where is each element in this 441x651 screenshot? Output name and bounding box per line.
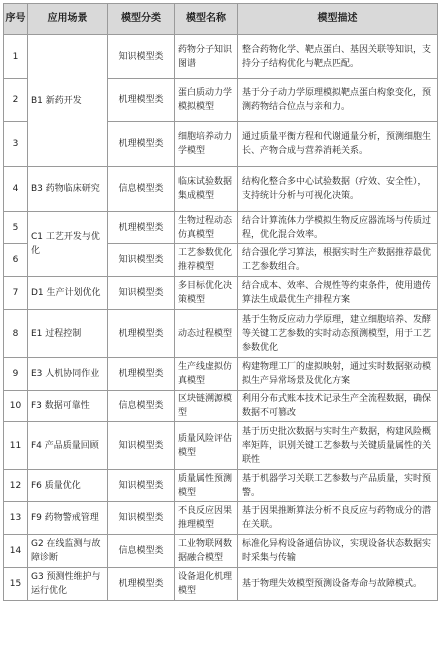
row-index: 10 [4, 391, 28, 422]
model-class-cell: 知识模型类 [108, 502, 175, 535]
row-index: 12 [4, 470, 28, 502]
table-row [4, 212, 438, 244]
table-header-row [4, 4, 438, 35]
model-description-cell: 结合计算流体力学模拟生物反应器流场与传质过程，优化混合效率。 [238, 212, 438, 244]
table-row [4, 568, 438, 601]
row-index: 14 [4, 535, 28, 568]
header-index: 序号 [4, 4, 28, 35]
header-scenario: 应用场景 [28, 4, 108, 35]
scenario-cell: G3 预测性维护与运行优化 [28, 568, 108, 601]
model-class-cell: 知识模型类 [108, 35, 175, 79]
model-name-cell: 设备退化机理模型 [175, 568, 238, 601]
model-class-cell: 机理模型类 [108, 568, 175, 601]
model-name-cell: 质量属性预测模型 [175, 470, 238, 502]
scenario-cell: F6 质量优化 [28, 470, 108, 502]
model-name-cell: 动态过程模型 [175, 310, 238, 358]
table-row [4, 358, 438, 391]
scenario-cell: B1 新药开发 [28, 35, 108, 167]
model-class-cell: 信息模型类 [108, 535, 175, 568]
model-class-cell: 信息模型类 [108, 391, 175, 422]
model-description-cell: 构建物理工厂的虚拟映射，通过实时数据驱动模拟生产异常场景及优化方案 [238, 358, 438, 391]
model-description-cell: 利用分布式账本技术记录生产全流程数据，确保数据不可篡改 [238, 391, 438, 422]
scenario-cell: G2 在线监测与故障诊断 [28, 535, 108, 568]
scenario-cell: E1 过程控制 [28, 310, 108, 358]
model-class-cell: 机理模型类 [108, 122, 175, 167]
row-index: 4 [4, 167, 28, 212]
model-class-cell: 信息模型类 [108, 167, 175, 212]
model-description-cell: 基于历史批次数据与实时生产数据，构建风险概率矩阵，识别关键工艺参数与关键质量属性的关联性 [238, 422, 438, 470]
model-class-cell: 机理模型类 [108, 310, 175, 358]
model-description-cell: 基于分子动力学原理模拟靶点蛋白构象变化，预测药物结合位点与亲和力。 [238, 79, 438, 122]
model-name-cell: 不良反应因果推理模型 [175, 502, 238, 535]
row-index: 11 [4, 422, 28, 470]
model-description-cell: 通过质量平衡方程和代谢通量分析，预测细胞生长、产物合成与营养消耗关系。 [238, 122, 438, 167]
model-name-cell: 工业物联网数据融合模型 [175, 535, 238, 568]
table-row [4, 470, 438, 502]
row-index: 2 [4, 79, 28, 122]
model-description-cell: 整合药物化学、靶点蛋白、基因关联等知识，支持分子结构优化与靶点匹配。 [238, 35, 438, 79]
model-description-cell: 结合成本、效率、合规性等约束条件，使用遗传算法生成最优生产排程方案 [238, 277, 438, 310]
model-name-cell: 多目标优化决策模型 [175, 277, 238, 310]
scenario-cell: D1 生产计划优化 [28, 277, 108, 310]
model-class-cell: 机理模型类 [108, 79, 175, 122]
model-name-cell: 细胞培养动力学模型 [175, 122, 238, 167]
model-description-cell: 基于物理失效模型预测设备寿命与故障模式。 [238, 568, 438, 601]
model-name-cell: 区块链溯源模型 [175, 391, 238, 422]
model-name-cell: 生物过程动态仿真模型 [175, 212, 238, 244]
model-class-cell: 知识模型类 [108, 470, 175, 502]
model-name-cell: 质量风险评估模型 [175, 422, 238, 470]
model-name-cell: 蛋白质动力学模拟模型 [175, 79, 238, 122]
scenario-cell: E3 人机协同作业 [28, 358, 108, 391]
model-class-cell: 知识模型类 [108, 422, 175, 470]
model-description-cell: 基于生物反应动力学原理，建立细胞培养、发酵等关键工艺参数的实时动态预测模型，用于工艺参数优化 [238, 310, 438, 358]
row-index: 9 [4, 358, 28, 391]
table-row [4, 310, 438, 358]
model-name-cell: 药物分子知识图谱 [175, 35, 238, 79]
table-row [4, 422, 438, 470]
model-name-cell: 临床试验数据集成模型 [175, 167, 238, 212]
model-class-cell: 知识模型类 [108, 277, 175, 310]
table-body [4, 35, 438, 601]
table-row [4, 277, 438, 310]
table-row [4, 35, 438, 79]
model-description-cell: 结构化整合多中心试验数据（疗效、安全性），支持统计分析与可视化决策。 [238, 167, 438, 212]
scenario-cell: C1 工艺开发与优化 [28, 212, 108, 277]
table-row [4, 167, 438, 212]
row-index: 6 [4, 244, 28, 277]
table-row [4, 502, 438, 535]
model-table-container [3, 3, 437, 601]
table-row [4, 391, 438, 422]
scenario-cell: F3 数据可靠性 [28, 391, 108, 422]
model-class-cell: 机理模型类 [108, 358, 175, 391]
model-class-cell: 机理模型类 [108, 212, 175, 244]
row-index: 15 [4, 568, 28, 601]
model-description-cell: 标准化异构设备通信协议，实现设备状态数据实时采集与传输 [238, 535, 438, 568]
row-index: 3 [4, 122, 28, 167]
model-description-cell: 基于因果推断算法分析不良反应与药物成分的潜在关联。 [238, 502, 438, 535]
row-index: 5 [4, 212, 28, 244]
scenario-cell: F9 药物警戒管理 [28, 502, 108, 535]
header-model-class: 模型分类 [108, 4, 175, 35]
scenario-cell: F4 产品质量回顾 [28, 422, 108, 470]
header-model-description: 模型描述 [238, 4, 438, 35]
scenario-cell: B3 药物临床研究 [28, 167, 108, 212]
row-index: 13 [4, 502, 28, 535]
model-description-cell: 结合强化学习算法，根据实时生产数据推荐最优工艺参数组合。 [238, 244, 438, 277]
row-index: 1 [4, 35, 28, 79]
model-class-cell: 知识模型类 [108, 244, 175, 277]
table-row [4, 535, 438, 568]
application-model-table [3, 3, 438, 601]
model-name-cell: 生产线虚拟仿真模型 [175, 358, 238, 391]
model-name-cell: 工艺参数优化推荐模型 [175, 244, 238, 277]
row-index: 8 [4, 310, 28, 358]
model-description-cell: 基于机器学习关联工艺参数与产品质量，实时预警。 [238, 470, 438, 502]
header-model-name: 模型名称 [175, 4, 238, 35]
row-index: 7 [4, 277, 28, 310]
